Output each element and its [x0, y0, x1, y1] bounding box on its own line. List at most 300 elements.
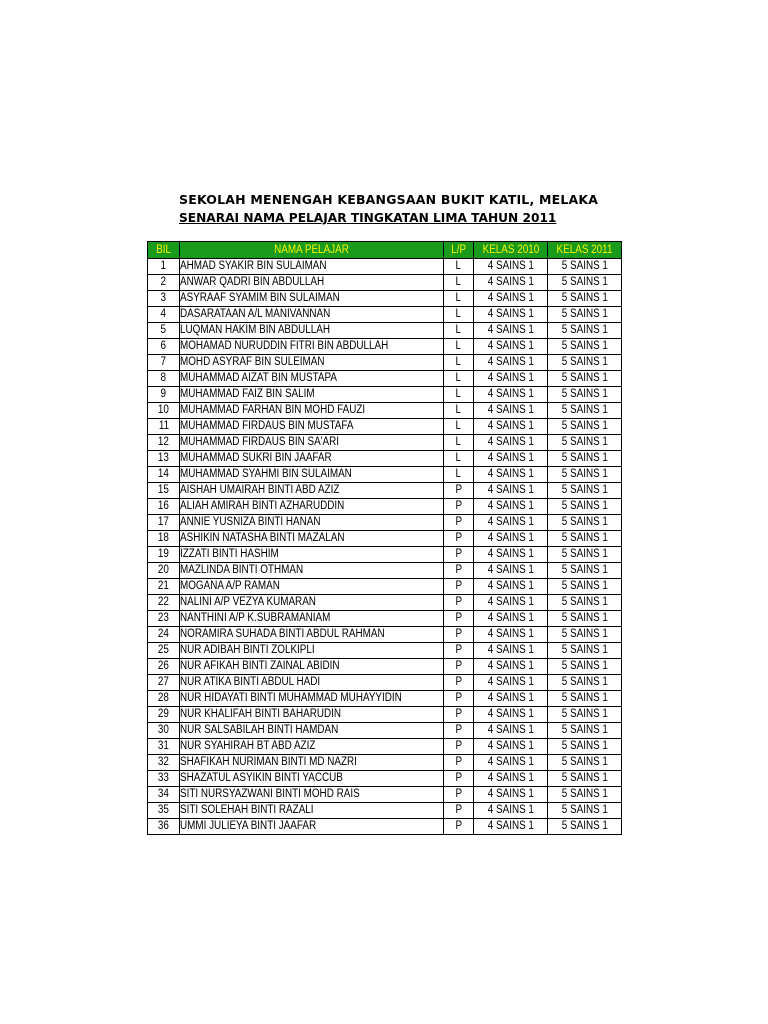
- cell-nama-text: NANTHINI A/P K.SUBRAMANIAM: [180, 612, 331, 624]
- cell-lp: [444, 627, 474, 643]
- cell-kelas-2011: [548, 819, 622, 835]
- table-row: [148, 387, 622, 403]
- table-row: [148, 531, 622, 547]
- cell-kelas-2011: [548, 611, 622, 627]
- cell-lp: [444, 403, 474, 419]
- cell-nama-text: NORAMIRA SUHADA BINTI ABDUL RAHMAN: [180, 628, 385, 640]
- cell-kelas-2010-text: 4 SAINS 1: [487, 372, 534, 384]
- cell-nama-text: SITI NURSYAZWANI BINTI MOHD RAIS: [180, 788, 360, 800]
- cell-nama: [180, 531, 444, 547]
- cell-bil-text: 14: [157, 468, 169, 480]
- cell-bil: [148, 771, 180, 787]
- cell-bil: [148, 563, 180, 579]
- cell-bil-text: 7: [160, 356, 167, 368]
- cell-kelas-2011-text: 5 SAINS 1: [561, 580, 608, 592]
- cell-lp: [444, 387, 474, 403]
- cell-kelas-2010: [474, 659, 548, 675]
- cell-kelas-2010-text: 4 SAINS 1: [487, 708, 534, 720]
- cell-nama-text: SHAZATUL ASYIKIN BINTI YACCUB: [180, 772, 343, 784]
- cell-bil-text: 28: [157, 692, 169, 704]
- table-row: [148, 499, 622, 515]
- header-row: [148, 242, 622, 259]
- cell-kelas-2010: [474, 451, 548, 467]
- column-header-bil-label: BIL: [156, 244, 171, 256]
- cell-lp-text: L: [455, 260, 462, 272]
- cell-bil-text: 25: [157, 644, 169, 656]
- table-row: [148, 771, 622, 787]
- cell-lp: [444, 323, 474, 339]
- cell-lp-text: P: [455, 516, 462, 528]
- cell-nama-text: NUR ADIBAH BINTI ZOLKIPLI: [180, 644, 315, 656]
- cell-kelas-2010-text: 4 SAINS 1: [487, 324, 534, 336]
- cell-bil-text: 4: [160, 308, 167, 320]
- cell-nama: [180, 499, 444, 515]
- cell-nama: [180, 595, 444, 611]
- cell-bil-text: 19: [157, 548, 169, 560]
- cell-kelas-2011: [548, 291, 622, 307]
- cell-kelas-2011-text: 5 SAINS 1: [561, 788, 608, 800]
- cell-kelas-2011-text: 5 SAINS 1: [561, 756, 608, 768]
- cell-bil-text: 27: [157, 676, 169, 688]
- cell-kelas-2011-text: 5 SAINS 1: [561, 644, 608, 656]
- cell-nama-text: ANNIE YUSNIZA BINTI HANAN: [180, 516, 321, 528]
- cell-lp-text: P: [455, 788, 462, 800]
- cell-bil: [148, 323, 180, 339]
- cell-bil: [148, 419, 180, 435]
- cell-kelas-2011: [548, 259, 622, 275]
- cell-lp-text: P: [455, 820, 462, 832]
- cell-nama: [180, 323, 444, 339]
- cell-kelas-2010: [474, 355, 548, 371]
- cell-kelas-2010-text: 4 SAINS 1: [487, 388, 534, 400]
- cell-kelas-2010-text: 4 SAINS 1: [487, 340, 534, 352]
- cell-bil-text: 2: [160, 276, 167, 288]
- cell-kelas-2011: [548, 451, 622, 467]
- cell-bil: [148, 275, 180, 291]
- cell-lp: [444, 419, 474, 435]
- cell-kelas-2011: [548, 803, 622, 819]
- cell-kelas-2010-text: 4 SAINS 1: [487, 308, 534, 320]
- cell-bil: [148, 819, 180, 835]
- cell-lp: [444, 755, 474, 771]
- cell-lp-text: P: [455, 612, 462, 624]
- cell-bil-text: 20: [157, 564, 169, 576]
- table-row: [148, 787, 622, 803]
- cell-lp-text: L: [455, 420, 462, 432]
- cell-lp-text: P: [455, 564, 462, 576]
- cell-kelas-2011-text: 5 SAINS 1: [561, 820, 608, 832]
- cell-kelas-2011: [548, 771, 622, 787]
- cell-lp-text: L: [455, 436, 462, 448]
- cell-kelas-2011: [548, 515, 622, 531]
- cell-kelas-2011: [548, 371, 622, 387]
- cell-kelas-2011: [548, 787, 622, 803]
- cell-bil-text: 9: [160, 388, 167, 400]
- cell-bil: [148, 739, 180, 755]
- cell-kelas-2010: [474, 771, 548, 787]
- cell-bil: [148, 755, 180, 771]
- cell-nama: [180, 291, 444, 307]
- cell-lp: [444, 803, 474, 819]
- cell-bil-text: 12: [157, 436, 169, 448]
- cell-nama: [180, 707, 444, 723]
- cell-kelas-2010-text: 4 SAINS 1: [487, 532, 534, 544]
- cell-kelas-2010: [474, 291, 548, 307]
- cell-nama-text: UMMI JULIEYA BINTI JAAFAR: [180, 820, 317, 832]
- cell-nama: [180, 419, 444, 435]
- cell-bil: [148, 787, 180, 803]
- cell-kelas-2010: [474, 707, 548, 723]
- cell-nama: [180, 387, 444, 403]
- cell-kelas-2011: [548, 579, 622, 595]
- cell-lp-text: P: [455, 756, 462, 768]
- cell-kelas-2010-text: 4 SAINS 1: [487, 468, 534, 480]
- cell-nama-text: MUHAMMAD AIZAT BIN MUSTAPA: [180, 372, 337, 384]
- cell-bil: [148, 499, 180, 515]
- cell-nama-text: NUR HIDAYATI BINTI MUHAMMAD MUHAYYIDIN: [180, 692, 402, 704]
- cell-lp: [444, 483, 474, 499]
- cell-kelas-2011-text: 5 SAINS 1: [561, 484, 608, 496]
- cell-kelas-2010-text: 4 SAINS 1: [487, 404, 534, 416]
- cell-bil: [148, 339, 180, 355]
- cell-kelas-2010: [474, 563, 548, 579]
- table-row: [148, 467, 622, 483]
- cell-kelas-2011-text: 5 SAINS 1: [561, 468, 608, 480]
- cell-nama-text: NUR SYAHIRAH BT ABD AZIZ: [180, 740, 316, 752]
- cell-nama-text: ASYRAAF SYAMIM BIN SULAIMAN: [180, 292, 340, 304]
- table-row: [148, 451, 622, 467]
- cell-kelas-2011-text: 5 SAINS 1: [561, 276, 608, 288]
- cell-bil: [148, 659, 180, 675]
- cell-bil-text: 17: [157, 516, 169, 528]
- column-header-kelas-2010: [474, 242, 548, 259]
- table-row: [148, 275, 622, 291]
- cell-nama-text: ASHIKIN NATASHA BINTI MAZALAN: [180, 532, 345, 544]
- cell-kelas-2011-text: 5 SAINS 1: [561, 772, 608, 784]
- cell-kelas-2010: [474, 579, 548, 595]
- cell-bil: [148, 291, 180, 307]
- table-row: [148, 707, 622, 723]
- cell-kelas-2010-text: 4 SAINS 1: [487, 260, 534, 272]
- cell-kelas-2010: [474, 787, 548, 803]
- cell-lp: [444, 259, 474, 275]
- cell-nama-text: NUR SALSABILAH BINTI HAMDAN: [180, 724, 339, 736]
- cell-lp: [444, 499, 474, 515]
- cell-nama-text: NUR ATIKA BINTI ABDUL HADI: [180, 676, 321, 688]
- cell-lp-text: P: [455, 740, 462, 752]
- cell-nama-text: MUHAMMAD FAIZ BIN SALIM: [180, 388, 315, 400]
- cell-lp: [444, 691, 474, 707]
- cell-kelas-2011-text: 5 SAINS 1: [561, 452, 608, 464]
- cell-kelas-2011-text: 5 SAINS 1: [561, 612, 608, 624]
- cell-lp: [444, 307, 474, 323]
- cell-kelas-2011-text: 5 SAINS 1: [561, 724, 608, 736]
- cell-nama-text: SITI SOLEHAH BINTI RAZALI: [180, 804, 314, 816]
- cell-kelas-2011-text: 5 SAINS 1: [561, 436, 608, 448]
- cell-kelas-2011: [548, 643, 622, 659]
- cell-bil-text: 36: [157, 820, 169, 832]
- cell-kelas-2011: [548, 659, 622, 675]
- cell-kelas-2010: [474, 419, 548, 435]
- cell-kelas-2010-text: 4 SAINS 1: [487, 676, 534, 688]
- cell-lp: [444, 739, 474, 755]
- column-header-lp-label: L/P: [451, 244, 466, 256]
- table-row: [148, 323, 622, 339]
- cell-kelas-2010: [474, 483, 548, 499]
- cell-kelas-2011: [548, 483, 622, 499]
- cell-lp: [444, 771, 474, 787]
- cell-nama: [180, 627, 444, 643]
- cell-lp-text: P: [455, 644, 462, 656]
- cell-kelas-2010: [474, 675, 548, 691]
- cell-bil: [148, 723, 180, 739]
- cell-lp-text: P: [455, 708, 462, 720]
- list-title: SENARAI NAMA PELAJAR TINGKATAN LIMA TAHUN 2011: [179, 211, 557, 225]
- cell-kelas-2010: [474, 739, 548, 755]
- cell-kelas-2010: [474, 371, 548, 387]
- cell-nama-text: MUHAMMAD FIRDAUS BIN MUSTAFA: [180, 420, 354, 432]
- cell-nama: [180, 563, 444, 579]
- cell-kelas-2011-text: 5 SAINS 1: [561, 660, 608, 672]
- cell-kelas-2011: [548, 499, 622, 515]
- cell-kelas-2010-text: 4 SAINS 1: [487, 436, 534, 448]
- cell-kelas-2010: [474, 627, 548, 643]
- cell-lp: [444, 371, 474, 387]
- cell-kelas-2011: [548, 355, 622, 371]
- cell-kelas-2010: [474, 339, 548, 355]
- cell-bil-text: 22: [157, 596, 169, 608]
- cell-nama-text: SHAFIKAH NURIMAN BINTI MD NAZRI: [180, 756, 357, 768]
- cell-bil: [148, 515, 180, 531]
- cell-nama-text: AHMAD SYAKIR BIN SULAIMAN: [180, 260, 327, 272]
- cell-nama: [180, 675, 444, 691]
- table-row: [148, 803, 622, 819]
- cell-bil-text: 15: [157, 484, 169, 496]
- cell-nama-text: MOHD ASYRAF BIN SULEIMAN: [180, 356, 325, 368]
- student-table: [147, 241, 622, 835]
- table-row: [148, 355, 622, 371]
- cell-kelas-2011-text: 5 SAINS 1: [561, 532, 608, 544]
- table-row: [148, 435, 622, 451]
- cell-kelas-2011: [548, 563, 622, 579]
- cell-nama-text: ANWAR QADRI BIN ABDULLAH: [180, 276, 325, 288]
- cell-lp-text: L: [455, 340, 462, 352]
- cell-kelas-2011-text: 5 SAINS 1: [561, 628, 608, 640]
- cell-bil: [148, 707, 180, 723]
- cell-kelas-2011: [548, 707, 622, 723]
- cell-lp: [444, 355, 474, 371]
- cell-kelas-2011: [548, 547, 622, 563]
- cell-bil: [148, 371, 180, 387]
- cell-nama: [180, 739, 444, 755]
- cell-kelas-2010-text: 4 SAINS 1: [487, 724, 534, 736]
- cell-kelas-2011: [548, 307, 622, 323]
- cell-nama-text: LUQMAN HAKIM BIN ABDULLAH: [180, 324, 331, 336]
- cell-bil-text: 31: [157, 740, 169, 752]
- cell-nama: [180, 275, 444, 291]
- column-header-kelas-2010-label: KELAS 2010: [482, 244, 539, 256]
- cell-lp-text: P: [455, 500, 462, 512]
- cell-nama: [180, 723, 444, 739]
- cell-kelas-2011-text: 5 SAINS 1: [561, 500, 608, 512]
- cell-nama: [180, 371, 444, 387]
- cell-bil: [148, 307, 180, 323]
- cell-bil-text: 10: [157, 404, 169, 416]
- cell-kelas-2011-text: 5 SAINS 1: [561, 564, 608, 576]
- cell-nama-text: NUR AFIKAH BINTI ZAINAL ABIDIN: [180, 660, 340, 672]
- cell-kelas-2010-text: 4 SAINS 1: [487, 548, 534, 560]
- table-row: [148, 403, 622, 419]
- cell-bil: [148, 387, 180, 403]
- cell-lp: [444, 643, 474, 659]
- cell-nama: [180, 611, 444, 627]
- cell-lp-text: L: [455, 468, 462, 480]
- cell-kelas-2011-text: 5 SAINS 1: [561, 340, 608, 352]
- cell-nama-text: IZZATI BINTI HASHIM: [180, 548, 279, 560]
- cell-lp: [444, 291, 474, 307]
- column-header-nama: [180, 242, 444, 259]
- cell-kelas-2010-text: 4 SAINS 1: [487, 628, 534, 640]
- cell-nama: [180, 819, 444, 835]
- cell-bil: [148, 675, 180, 691]
- cell-kelas-2010-text: 4 SAINS 1: [487, 804, 534, 816]
- cell-lp-text: P: [455, 628, 462, 640]
- cell-nama: [180, 259, 444, 275]
- cell-nama: [180, 467, 444, 483]
- cell-bil-text: 8: [160, 372, 167, 384]
- cell-bil-text: 26: [157, 660, 169, 672]
- cell-nama: [180, 659, 444, 675]
- cell-lp-text: L: [455, 372, 462, 384]
- cell-kelas-2010: [474, 547, 548, 563]
- cell-lp: [444, 579, 474, 595]
- cell-kelas-2011-text: 5 SAINS 1: [561, 804, 608, 816]
- cell-kelas-2011: [548, 275, 622, 291]
- cell-kelas-2011: [548, 691, 622, 707]
- cell-kelas-2010-text: 4 SAINS 1: [487, 820, 534, 832]
- cell-lp: [444, 563, 474, 579]
- cell-kelas-2011-text: 5 SAINS 1: [561, 420, 608, 432]
- table-row: [148, 307, 622, 323]
- table-row: [148, 755, 622, 771]
- cell-bil-text: 29: [157, 708, 169, 720]
- cell-lp: [444, 595, 474, 611]
- table-row: [148, 739, 622, 755]
- cell-bil: [148, 579, 180, 595]
- table-row: [148, 483, 622, 499]
- cell-kelas-2011: [548, 627, 622, 643]
- cell-kelas-2011-text: 5 SAINS 1: [561, 708, 608, 720]
- cell-lp: [444, 707, 474, 723]
- cell-bil: [148, 483, 180, 499]
- column-header-kelas-2011-label: KELAS 2011: [556, 244, 613, 256]
- cell-bil: [148, 547, 180, 563]
- table-row: [148, 259, 622, 275]
- cell-nama-text: NUR KHALIFAH BINTI BAHARUDIN: [180, 708, 342, 720]
- cell-kelas-2011-text: 5 SAINS 1: [561, 516, 608, 528]
- cell-bil-text: 6: [160, 340, 167, 352]
- cell-nama: [180, 435, 444, 451]
- cell-bil: [148, 595, 180, 611]
- cell-kelas-2011: [548, 419, 622, 435]
- cell-kelas-2010: [474, 531, 548, 547]
- cell-nama-text: MUHAMMAD SYAHMI BIN SULAIMAN: [180, 468, 352, 480]
- table-row: [148, 371, 622, 387]
- table-row: [148, 515, 622, 531]
- cell-bil-text: 13: [157, 452, 169, 464]
- cell-bil-text: 16: [157, 500, 169, 512]
- cell-nama: [180, 307, 444, 323]
- cell-kelas-2011: [548, 723, 622, 739]
- cell-kelas-2011-text: 5 SAINS 1: [561, 372, 608, 384]
- cell-nama-text: MOGANA A/P RAMAN: [180, 580, 280, 592]
- cell-bil-text: 11: [158, 420, 169, 432]
- cell-kelas-2010-text: 4 SAINS 1: [487, 564, 534, 576]
- cell-nama: [180, 787, 444, 803]
- cell-kelas-2010-text: 4 SAINS 1: [487, 580, 534, 592]
- cell-lp-text: L: [455, 356, 462, 368]
- cell-kelas-2010: [474, 275, 548, 291]
- cell-kelas-2011-text: 5 SAINS 1: [561, 692, 608, 704]
- cell-kelas-2010-text: 4 SAINS 1: [487, 692, 534, 704]
- cell-kelas-2010-text: 4 SAINS 1: [487, 660, 534, 672]
- cell-lp: [444, 451, 474, 467]
- cell-kelas-2011: [548, 675, 622, 691]
- table-row: [148, 291, 622, 307]
- table-row: [148, 643, 622, 659]
- cell-lp-text: L: [455, 276, 462, 288]
- cell-lp: [444, 659, 474, 675]
- cell-nama: [180, 803, 444, 819]
- cell-nama: [180, 483, 444, 499]
- cell-lp: [444, 819, 474, 835]
- table-row: [148, 723, 622, 739]
- cell-lp: [444, 787, 474, 803]
- cell-kelas-2010: [474, 515, 548, 531]
- cell-bil-text: 35: [157, 804, 169, 816]
- cell-kelas-2011: [548, 339, 622, 355]
- cell-kelas-2010: [474, 595, 548, 611]
- cell-nama: [180, 691, 444, 707]
- cell-lp-text: P: [455, 580, 462, 592]
- cell-nama: [180, 643, 444, 659]
- cell-nama: [180, 451, 444, 467]
- cell-kelas-2011: [548, 755, 622, 771]
- cell-bil: [148, 627, 180, 643]
- cell-kelas-2010: [474, 323, 548, 339]
- cell-kelas-2011: [548, 595, 622, 611]
- column-header-bil: [148, 242, 180, 259]
- cell-nama-text: ALIAH AMIRAH BINTI AZHARUDDIN: [180, 500, 345, 512]
- cell-bil-text: 23: [157, 612, 169, 624]
- cell-nama: [180, 355, 444, 371]
- column-header-kelas-2011: [548, 242, 622, 259]
- cell-nama-text: MUHAMMAD FIRDAUS BIN SA'ARI: [180, 436, 340, 448]
- table-body: [148, 259, 622, 835]
- cell-nama-text: MOHAMAD NURUDDIN FITRI BIN ABDULLAH: [180, 340, 389, 352]
- cell-lp-text: P: [455, 548, 462, 560]
- cell-lp-text: L: [455, 452, 462, 464]
- cell-lp: [444, 435, 474, 451]
- table-row: [148, 547, 622, 563]
- cell-nama: [180, 515, 444, 531]
- document-header: [179, 192, 598, 226]
- cell-kelas-2010-text: 4 SAINS 1: [487, 276, 534, 288]
- cell-kelas-2010-text: 4 SAINS 1: [487, 772, 534, 784]
- cell-lp-text: P: [455, 676, 462, 688]
- cell-nama: [180, 339, 444, 355]
- table-row: [148, 419, 622, 435]
